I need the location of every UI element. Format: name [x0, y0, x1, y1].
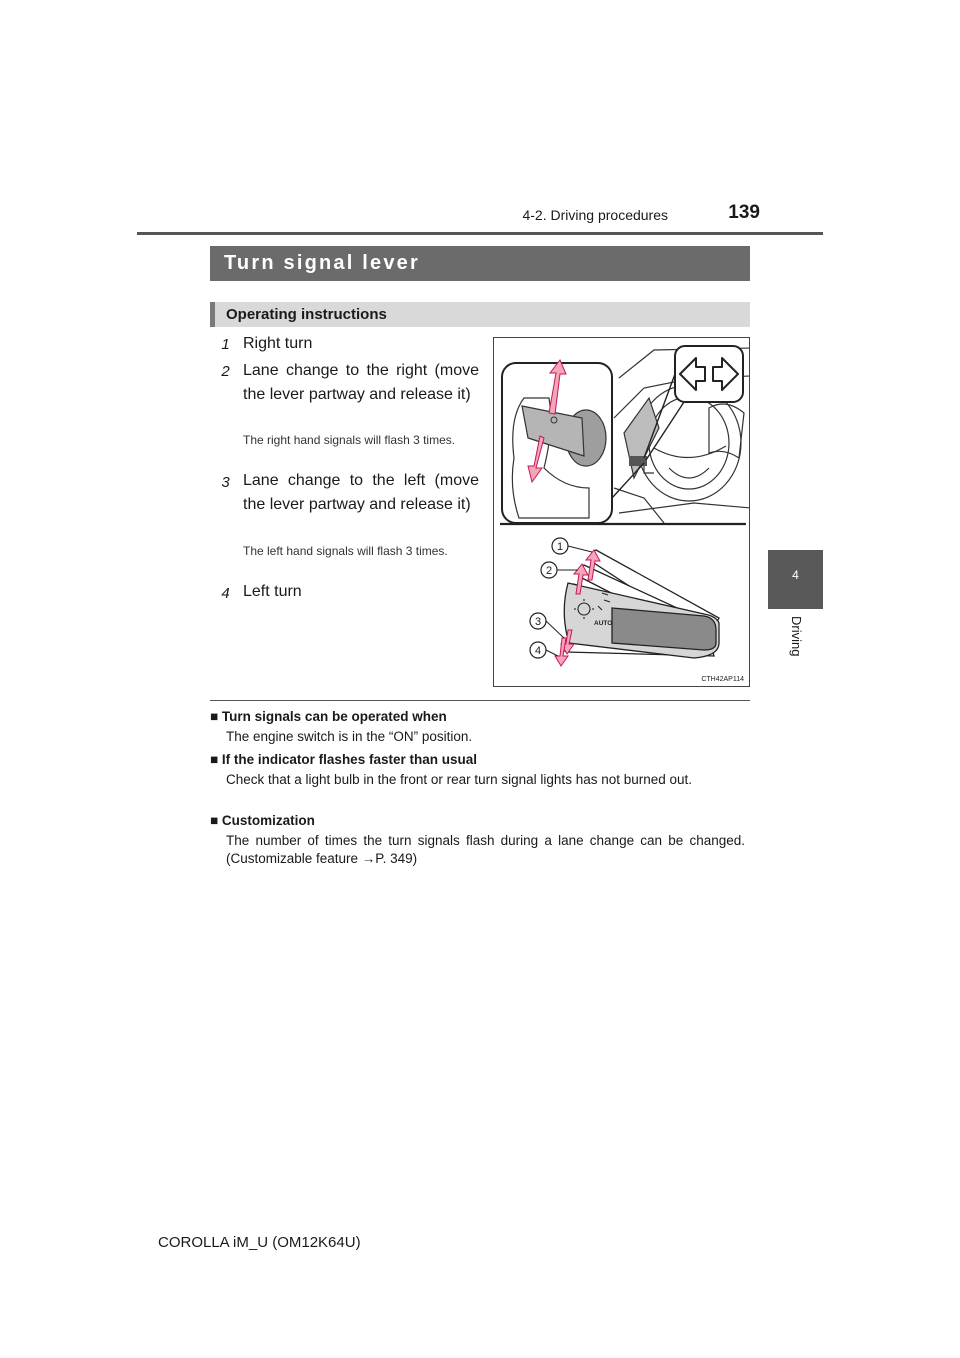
- section-title: Turn signal lever: [224, 252, 420, 274]
- subsection-title: Operating instructions: [226, 306, 387, 323]
- item-text-1: Right turn: [243, 335, 313, 352]
- callout-2: 2: [545, 565, 553, 577]
- item-text-2: Lane change to the right (move the lever partway and release it): [243, 362, 479, 403]
- footer-model: COROLLA iM_U (OM12K64U): [158, 1234, 361, 1251]
- turn-signal-illustration: [493, 337, 750, 687]
- turn-arrows-icon: [644, 346, 743, 460]
- info-heading-1-text: Turn signals can be operated when: [221, 709, 447, 724]
- section-divider: [210, 700, 750, 701]
- chapter-label: [788, 616, 804, 670]
- info-heading-2-text: If the indicator flashes faster than usual: [221, 752, 477, 767]
- illustration-svg: [494, 338, 750, 687]
- chapter-tab[interactable]: [768, 550, 823, 609]
- header-section-title: 4-2. Driving procedures: [522, 207, 668, 223]
- bullet-icon: ■: [210, 752, 219, 767]
- bullet-icon: ■: [210, 813, 219, 828]
- item-note-2: The right hand signals will flash 3 times.: [243, 433, 456, 447]
- auto-label: AUTO: [594, 620, 613, 627]
- item-number-2: 2: [221, 363, 230, 380]
- info-heading-2: [210, 752, 477, 767]
- section-title-bar: [210, 246, 750, 281]
- item-text-3: Lane change to the left (move the lever partway and release it): [243, 472, 479, 513]
- bullet-icon: ■: [210, 709, 219, 724]
- callout-1: 1: [556, 541, 564, 553]
- info-heading-1: [210, 709, 447, 724]
- item-note-3: The left hand signals will flash 3 times.: [243, 544, 448, 558]
- item-number-4: 4: [221, 585, 230, 602]
- chapter-number: 4: [792, 568, 799, 582]
- info-heading-3-text: Customization: [221, 813, 315, 828]
- lever-positions-diagram: [562, 550, 719, 658]
- lever-closeup-callout: [502, 360, 612, 523]
- info-body-2: Check that a light bulb in the front or rear turn signal lights has not burned out.: [226, 772, 693, 787]
- info-body-3: The number of times the turn signals flash during a lane change can be changed. (Customizable feature →P. 349): [226, 833, 745, 866]
- callout-4: 4: [534, 645, 542, 657]
- item-number-3: 3: [221, 474, 230, 491]
- item-text-4: Left turn: [243, 583, 302, 600]
- info-body-1: The engine switch is in the “ON” position.: [226, 729, 473, 744]
- figure-code: CTH42AP114: [701, 676, 744, 683]
- subsection-bar: [210, 302, 750, 327]
- chapter-label-text: Driving: [789, 616, 804, 657]
- header-rule: [137, 232, 823, 235]
- item-number-1: 1: [221, 336, 230, 353]
- page-number: 139: [728, 202, 760, 223]
- info-heading-3: [210, 813, 315, 828]
- callout-3: 3: [534, 616, 542, 628]
